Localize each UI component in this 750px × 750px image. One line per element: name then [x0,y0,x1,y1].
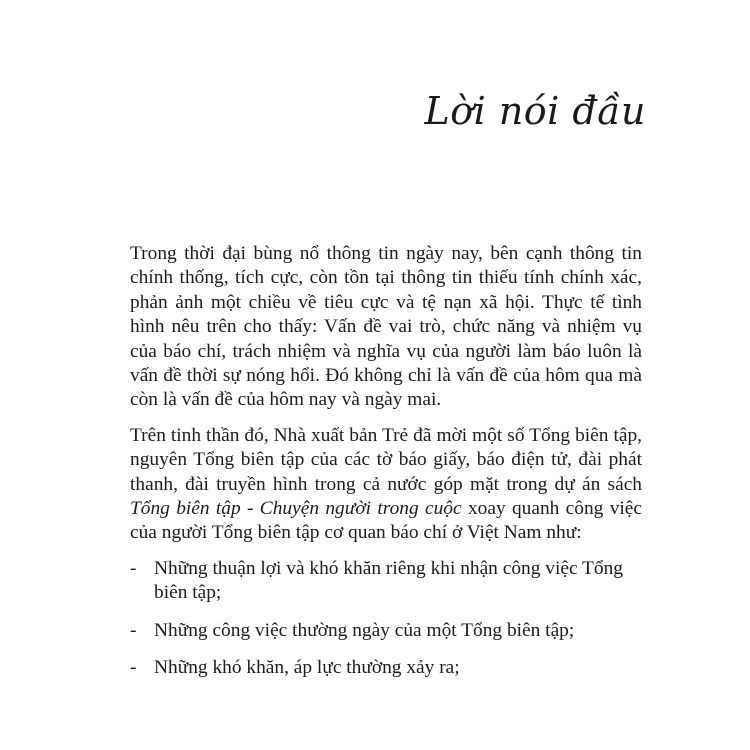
page-title: Lời nói đầu [424,89,646,134]
bullet-dash: - [130,557,137,579]
paragraph-intro: Trong thời đại bùng nổ thông tin ngày nay, bên cạnh thông tin chính thống, tích cực, còn tồn tại thông tin thiếu tính chính xác, phản ảnh một chiều về tiêu cực và tệ nạn xã hội. Thực tế tình hình nêu trên cho thấy: Vấn đề vai trò, chức năng và nhiệm vụ của báo chí, trách nhiệm và nghĩa vụ của người làm báo luôn là vấn đề thời sự nóng hổi. Đó không chỉ là vấn đề của hôm qua mà còn là vấn đề của hôm nay và ngày mai. [130,243,642,411]
list-item [130,656,642,680]
page-body [130,242,642,694]
book-title-italic: Tổng biên tập - Chuyện người trong cuộc [130,498,462,520]
list-item-text: Những thuận lợi và khó khăn riêng khi nhận công việc Tổng biên tập; [154,557,623,604]
paragraph-project-text-before: Trên tinh thần đó, Nhà xuất bản Trẻ đã mời một số Tổng biên tập, nguyên Tổng biên tập của các tờ báo giấy, báo điện tử, đài phát thanh, đài truyền hình trong cả nước góp mặt trong dự án sách [130,424,642,495]
topic-list [130,557,642,681]
list-item [130,619,642,643]
paragraph-project-text-after: xoay quanh công việc của người Tổng biên tập cơ quan báo chí ở Việt Nam như: [130,498,642,544]
bullet-dash: - [130,619,137,641]
list-item [130,557,642,606]
paragraph-project [130,424,642,546]
bullet-dash: - [130,657,137,679]
list-item-text: Những công việc thường ngày của một Tổng biên tập; [154,619,575,641]
list-item-text: Những khó khăn, áp lực thường xảy ra; [154,657,460,679]
